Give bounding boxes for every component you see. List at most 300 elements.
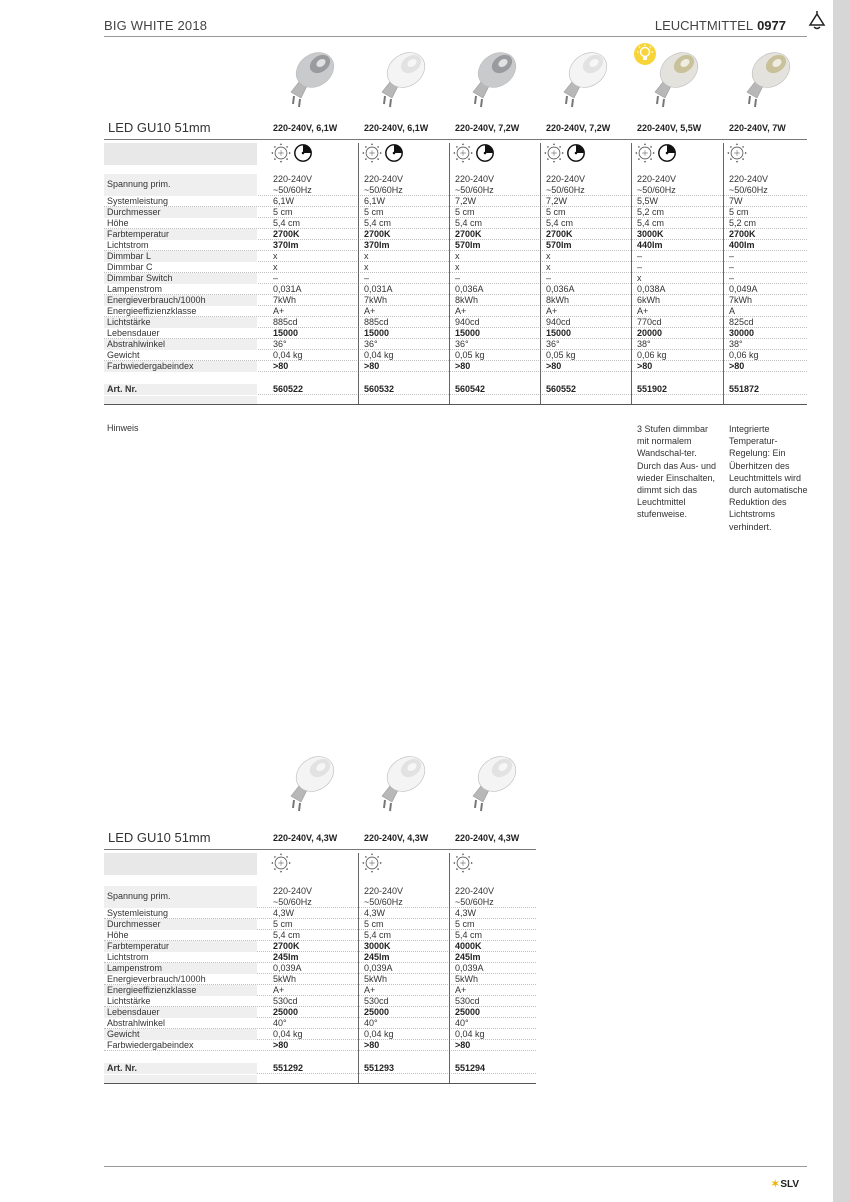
spec-value: 0,04 kg: [364, 1029, 394, 1039]
spec-row-farbw: [104, 361, 807, 372]
spec-value: –: [546, 273, 552, 283]
product-table-1: [104, 48, 807, 468]
spec-label: Lichtstrom: [107, 952, 149, 962]
spec-value: 570lm: [455, 240, 481, 250]
spec-value: 15000: [364, 328, 390, 338]
spec-value: 5,2 cm: [637, 207, 665, 217]
section-title: LED GU10 51mm: [108, 830, 211, 845]
icon-row-stripe: [104, 143, 257, 165]
feature-icons: [271, 143, 313, 163]
column-separator: [723, 143, 724, 404]
spec-label: Lichtstärke: [107, 996, 151, 1006]
spec-value: x: [546, 251, 551, 261]
dim-dots-icon: [271, 853, 291, 873]
spec-row-effiz: [104, 306, 807, 317]
spec-row-art: [104, 384, 807, 395]
clear-glass-bulb-icon: [641, 48, 701, 110]
spec-value: 7kWh: [729, 295, 753, 305]
spec-value: –: [729, 273, 735, 283]
column-header: 220-240V, 6,1W: [273, 123, 338, 133]
spec-value: >80: [546, 361, 562, 371]
spec-label: Abstrahlwinkel: [107, 339, 166, 349]
spec-value: 38°: [637, 339, 651, 349]
label-stripe: [104, 1075, 257, 1083]
spec-value: 940cd: [455, 317, 480, 327]
spec-value: 440lm: [637, 240, 663, 250]
spec-value: 770cd: [637, 317, 662, 327]
spec-value: A+: [637, 306, 649, 316]
spec-row-hoehe: [104, 218, 807, 229]
spec-label: Höhe: [107, 218, 129, 228]
spec-value: 0,036A: [455, 284, 484, 294]
spec-value: 0,06 kg: [637, 350, 667, 360]
spec-value: 2700K: [729, 229, 756, 239]
dim-dots-icon: [727, 143, 747, 163]
spec-value: 220-240V: [546, 174, 586, 184]
spec-value: 5,4 cm: [364, 218, 392, 228]
spec-row-abstr: [104, 1018, 536, 1029]
spec-value: x: [455, 251, 460, 261]
spec-value: 5 cm: [729, 207, 749, 217]
column-header: 220-240V, 7,2W: [546, 123, 611, 133]
column-separator: [631, 143, 632, 404]
spec-value: 220-240V: [455, 886, 495, 896]
dim-dots-icon: [453, 853, 473, 873]
spec-value: 4000K: [455, 941, 482, 951]
spec-value: A+: [273, 306, 285, 316]
spec-value: 0,039A: [364, 963, 393, 973]
spec-value: 36°: [364, 339, 378, 349]
white-reflector-bulb-icon: [459, 752, 519, 814]
spec-value: 6,1W: [364, 196, 386, 206]
spec-label: Gewicht: [107, 1029, 140, 1039]
spec-row-system: [104, 196, 807, 207]
column-note: Integrierte Temperatur-Regelung: Ein Überhitzen des Leuchtmittels wird durch automatische Reduktion des Lichtstroms verhindert.: [729, 424, 808, 532]
pendant-lamp-icon: [806, 10, 828, 30]
spec-value: 5 cm: [455, 919, 475, 929]
spec-value: 940cd: [546, 317, 571, 327]
spec-label: Spannung prim.: [107, 179, 171, 189]
spec-value: 25000: [455, 1007, 481, 1017]
feature-icons: [544, 143, 586, 163]
header-rule: [104, 36, 807, 37]
spec-label: Systemleistung: [107, 196, 169, 206]
spec-value: A+: [546, 306, 558, 316]
dim-dots-icon: [362, 143, 382, 163]
spec-value: 36°: [546, 339, 560, 349]
spec-value: 4,3W: [455, 908, 477, 918]
dimmable-bulb-badge-icon: [635, 46, 659, 70]
feature-icons: [362, 853, 382, 873]
spec-value: 3000K: [637, 229, 664, 239]
spec-value: 530cd: [273, 996, 298, 1006]
spec-value: x: [546, 262, 551, 272]
spec-value: 220-240V: [273, 886, 313, 896]
spec-label: Höhe: [107, 930, 129, 940]
spec-value: A+: [364, 985, 376, 995]
spec-label: Lebensdauer: [107, 328, 160, 338]
spec-value: >80: [273, 361, 289, 371]
white-reflector-bulb-icon: [368, 48, 428, 110]
spec-value: ~50/60Hz: [364, 185, 403, 195]
spec-row-leben: [104, 328, 807, 339]
spec-row-dimC: [104, 262, 807, 273]
spec-value: 0,038A: [637, 284, 666, 294]
dim-dots-icon: [271, 143, 291, 163]
spec-value: >80: [637, 361, 653, 371]
catalog-title: BIG WHITE 2018: [104, 18, 208, 33]
spec-row-abstr: [104, 339, 807, 350]
spec-value: 245lm: [273, 952, 299, 962]
spec-row-dimS: [104, 273, 807, 284]
clear-glass-bulb-icon: [733, 48, 793, 110]
spec-value: 8kWh: [546, 295, 570, 305]
spec-value: 2700K: [546, 229, 573, 239]
spec-label: Gewicht: [107, 350, 140, 360]
title-rule: [104, 849, 536, 850]
spec-value: –: [364, 273, 370, 283]
spec-value: 551872: [729, 384, 760, 394]
spec-label: Farbwiedergabeindex: [107, 1040, 194, 1050]
feature-icons: [727, 143, 747, 163]
spec-value: –: [729, 251, 735, 261]
spec-value: 40°: [364, 1018, 378, 1028]
spec-value: ~50/60Hz: [637, 185, 676, 195]
spec-value: 560522: [273, 384, 304, 394]
spec-label: Art. Nr.: [107, 1063, 138, 1073]
spec-value: >80: [364, 361, 380, 371]
white-reflector-bulb-icon: [368, 752, 428, 814]
spec-row-dimL: [104, 251, 807, 262]
spec-label: Farbtemperatur: [107, 941, 170, 951]
spec-value: 2700K: [364, 229, 391, 239]
spec-value: 6kWh: [637, 295, 661, 305]
spec-value: 0,031A: [364, 284, 393, 294]
spec-value: ~50/60Hz: [273, 897, 312, 907]
spec-row-lamp: [104, 284, 807, 295]
spec-value: 530cd: [364, 996, 389, 1006]
spec-label: Art. Nr.: [107, 384, 138, 394]
spec-label: Systemleistung: [107, 908, 169, 918]
logo-text: SLV: [780, 1179, 800, 1190]
spec-row-energie: [104, 974, 536, 985]
spec-value: 0,05 kg: [546, 350, 576, 360]
slv-logo: [771, 1179, 799, 1190]
spec-value: A+: [455, 985, 467, 995]
spec-value: 551294: [455, 1063, 486, 1073]
spec-value: ~50/60Hz: [273, 185, 312, 195]
spec-row-effiz: [104, 985, 536, 996]
spec-value: 0,036A: [546, 284, 575, 294]
spec-value: 570lm: [546, 240, 572, 250]
spec-value: 7kWh: [364, 295, 388, 305]
spec-value: –: [455, 273, 461, 283]
grey-reflector-bulb-icon: [277, 48, 337, 110]
spec-value: 220-240V: [729, 174, 769, 184]
spec-row-durch: [104, 207, 807, 218]
spec-value: 5 cm: [546, 207, 566, 217]
spec-value: –: [637, 262, 643, 272]
spec-value: 5,4 cm: [273, 218, 301, 228]
spec-value: >80: [364, 1040, 380, 1050]
dim-dots-icon: [362, 853, 382, 873]
spec-value: 885cd: [364, 317, 389, 327]
spec-value: –: [273, 273, 279, 283]
spec-row-lamp: [104, 963, 536, 974]
spec-value: 0,05 kg: [455, 350, 485, 360]
spec-value: 551293: [364, 1063, 395, 1073]
label-stripe: [104, 396, 257, 404]
spec-label: Energieverbrauch/1000h: [107, 974, 206, 984]
logo-star-icon: ✶: [771, 1179, 780, 1190]
spec-value: 7,2W: [546, 196, 568, 206]
spec-row-leben: [104, 1007, 536, 1018]
spec-value: 4,3W: [273, 908, 295, 918]
spec-value: 5,2 cm: [729, 218, 757, 228]
spec-value: 220-240V: [364, 886, 404, 896]
spec-value: 0,04 kg: [273, 1029, 303, 1039]
spec-value: 220-240V: [455, 174, 495, 184]
page-edge-bar: [833, 0, 850, 1202]
spec-label: Spannung prim.: [107, 891, 171, 901]
spec-value: >80: [729, 361, 745, 371]
spec-value: 560532: [364, 384, 395, 394]
spec-value: 551902: [637, 384, 668, 394]
dim-dots-icon: [635, 143, 655, 163]
spec-value: 5,4 cm: [273, 930, 301, 940]
spec-value: 825cd: [729, 317, 754, 327]
dimmer-switch-icon: [384, 143, 404, 163]
spec-value: 560542: [455, 384, 486, 394]
spec-value: 400lm: [729, 240, 755, 250]
spec-value: 25000: [364, 1007, 390, 1017]
column-header: 220-240V, 4,3W: [273, 833, 338, 843]
spec-value: x: [273, 262, 278, 272]
dimmer-switch-icon: [566, 143, 586, 163]
spec-value: 245lm: [455, 952, 481, 962]
spec-value: 370lm: [364, 240, 390, 250]
spec-row-gewicht: [104, 350, 807, 361]
column-header: 220-240V, 7,2W: [455, 123, 520, 133]
spec-row-spannung: [104, 174, 807, 196]
dim-dots-icon: [544, 143, 564, 163]
column-header: 220-240V, 4,3W: [364, 833, 429, 843]
spec-value: –: [729, 262, 735, 272]
spec-row-durch: [104, 919, 536, 930]
spec-value: 0,06 kg: [729, 350, 759, 360]
spec-value: 5kWh: [364, 974, 388, 984]
spec-value: 5,4 cm: [455, 930, 483, 940]
spec-value: 5kWh: [273, 974, 297, 984]
spec-value: A+: [273, 985, 285, 995]
spec-row-spannung: [104, 886, 536, 908]
spec-label: Energieverbrauch/1000h: [107, 295, 206, 305]
spec-value: 20000: [637, 328, 663, 338]
spec-value: A: [729, 306, 736, 316]
spec-value: 7kWh: [273, 295, 297, 305]
spec-value: 25000: [273, 1007, 299, 1017]
spec-value: 36°: [273, 339, 287, 349]
spec-value: ~50/60Hz: [729, 185, 768, 195]
spec-label: Lampenstrom: [107, 284, 163, 294]
spec-value: 5,4 cm: [364, 930, 392, 940]
spec-label: Lichtstrom: [107, 240, 149, 250]
spec-value: 40°: [455, 1018, 469, 1028]
spec-label: Abstrahlwinkel: [107, 1018, 166, 1028]
spec-row-gewicht: [104, 1029, 536, 1040]
spec-value: >80: [273, 1040, 289, 1050]
page-number: 0977: [757, 18, 786, 33]
spec-label: Dimmbar C: [107, 262, 153, 272]
product-table-2: [104, 752, 536, 1112]
column-separator: [358, 143, 359, 404]
spec-row-energie: [104, 295, 807, 306]
spec-row-licht: [104, 952, 536, 963]
spec-value: x: [273, 251, 278, 261]
table-bottom-rule: [104, 1083, 536, 1084]
spec-value: 5,4 cm: [546, 218, 574, 228]
spec-value: A+: [455, 306, 467, 316]
spec-value: 38°: [729, 339, 743, 349]
spec-value: 40°: [273, 1018, 287, 1028]
spec-row-farbt: [104, 941, 536, 952]
grey-reflector-bulb-icon: [459, 48, 519, 110]
column-separator: [358, 853, 359, 1083]
spec-value: 2700K: [455, 229, 482, 239]
feature-icons: [453, 853, 473, 873]
spec-value: 5 cm: [273, 919, 293, 929]
spec-value: 4,3W: [364, 908, 386, 918]
spec-row-hoehe: [104, 930, 536, 941]
dimmer-switch-icon: [657, 143, 677, 163]
white-reflector-bulb-icon: [550, 48, 610, 110]
column-header: 220-240V, 5,5W: [637, 123, 702, 133]
icon-row-stripe: [104, 853, 257, 875]
spec-row-farbt: [104, 229, 807, 240]
column-note: 3 Stufen dimmbar mit normalem Wandschal-ter. Durch das Aus- und wieder Einschalten, dimmt sich das Leuchtmittel stufenweise.: [637, 424, 717, 520]
spec-value: 2700K: [273, 941, 300, 951]
spec-value: >80: [455, 361, 471, 371]
spec-value: 530cd: [455, 996, 480, 1006]
dim-dots-icon: [453, 143, 473, 163]
dimmer-switch-icon: [293, 143, 313, 163]
spec-row-art: [104, 1063, 536, 1074]
spec-value: 8kWh: [455, 295, 479, 305]
table-bottom-rule: [104, 404, 807, 405]
spec-value: 0,039A: [273, 963, 302, 973]
spec-value: x: [364, 262, 369, 272]
column-header: 220-240V, 7W: [729, 123, 786, 133]
spec-label: Lichtstärke: [107, 317, 151, 327]
spec-value: 7,2W: [455, 196, 477, 206]
column-header: 220-240V, 6,1W: [364, 123, 429, 133]
spec-value: 7W: [729, 196, 743, 206]
column-separator: [540, 143, 541, 404]
spec-value: 5,4 cm: [637, 218, 665, 228]
spec-value: 5 cm: [273, 207, 293, 217]
spec-label: Farbtemperatur: [107, 229, 170, 239]
column-separator: [449, 143, 450, 404]
spec-value: 15000: [546, 328, 572, 338]
spec-row-licht: [104, 240, 807, 251]
dimmer-switch-icon: [475, 143, 495, 163]
spec-value: 36°: [455, 339, 469, 349]
spec-label: Dimmbar Switch: [107, 273, 173, 283]
spec-value: 0,031A: [273, 284, 302, 294]
hinweis-label: Hinweis: [107, 423, 139, 433]
feature-icons: [635, 143, 677, 163]
spec-value: 0,04 kg: [455, 1029, 485, 1039]
spec-value: 5,5W: [637, 196, 659, 206]
spec-label: Dimmbar L: [107, 251, 152, 261]
spec-value: 220-240V: [273, 174, 313, 184]
spec-value: 2700K: [273, 229, 300, 239]
spec-label: Durchmesser: [107, 207, 161, 217]
spec-row-staerke: [104, 996, 536, 1007]
white-reflector-bulb-icon: [277, 752, 337, 814]
spec-value: 5 cm: [455, 207, 475, 217]
spec-value: 0,039A: [455, 963, 484, 973]
footer-rule: [104, 1166, 807, 1167]
feature-icons: [362, 143, 404, 163]
feature-icons: [271, 853, 291, 873]
spec-value: 0,04 kg: [364, 350, 394, 360]
spec-label: Lebensdauer: [107, 1007, 160, 1017]
spec-value: 560552: [546, 384, 577, 394]
spec-row-farbw: [104, 1040, 536, 1051]
spec-value: x: [455, 262, 460, 272]
spec-value: 551292: [273, 1063, 304, 1073]
spec-value: A+: [364, 306, 376, 316]
spec-value: 15000: [273, 328, 299, 338]
category-header: [655, 18, 786, 33]
spec-row-system: [104, 908, 536, 919]
spec-label: Lampenstrom: [107, 963, 163, 973]
spec-value: ~50/60Hz: [546, 185, 585, 195]
spec-label: Farbwiedergabeindex: [107, 361, 194, 371]
spec-value: >80: [455, 1040, 471, 1050]
category-label: LEUCHTMITTEL: [654, 18, 754, 33]
spec-value: –: [637, 251, 643, 261]
column-header: 220-240V, 4,3W: [455, 833, 520, 843]
spec-value: 5 cm: [364, 207, 384, 217]
spec-value: 245lm: [364, 952, 390, 962]
spec-label: Energieeffizienzklasse: [107, 306, 197, 316]
spec-value: ~50/60Hz: [364, 897, 403, 907]
spec-value: ~50/60Hz: [455, 897, 494, 907]
spec-value: 5kWh: [455, 974, 479, 984]
spec-value: 15000: [455, 328, 481, 338]
column-separator: [449, 853, 450, 1083]
spec-value: 0,049A: [729, 284, 758, 294]
spec-value: 3000K: [364, 941, 391, 951]
title-rule: [104, 139, 807, 140]
spec-value: 370lm: [273, 240, 299, 250]
spec-value: 6,1W: [273, 196, 295, 206]
spec-label: Energieeffizienzklasse: [107, 985, 197, 995]
spec-value: ~50/60Hz: [455, 185, 494, 195]
spec-value: 220-240V: [364, 174, 404, 184]
feature-icons: [453, 143, 495, 163]
spec-value: 885cd: [273, 317, 298, 327]
spec-value: 0,04 kg: [273, 350, 303, 360]
spec-value: 5 cm: [364, 919, 384, 929]
spec-value: x: [637, 273, 642, 283]
spec-row-staerke: [104, 317, 807, 328]
spec-value: 30000: [729, 328, 755, 338]
section-title: LED GU10 51mm: [108, 120, 211, 135]
spec-value: x: [364, 251, 369, 261]
